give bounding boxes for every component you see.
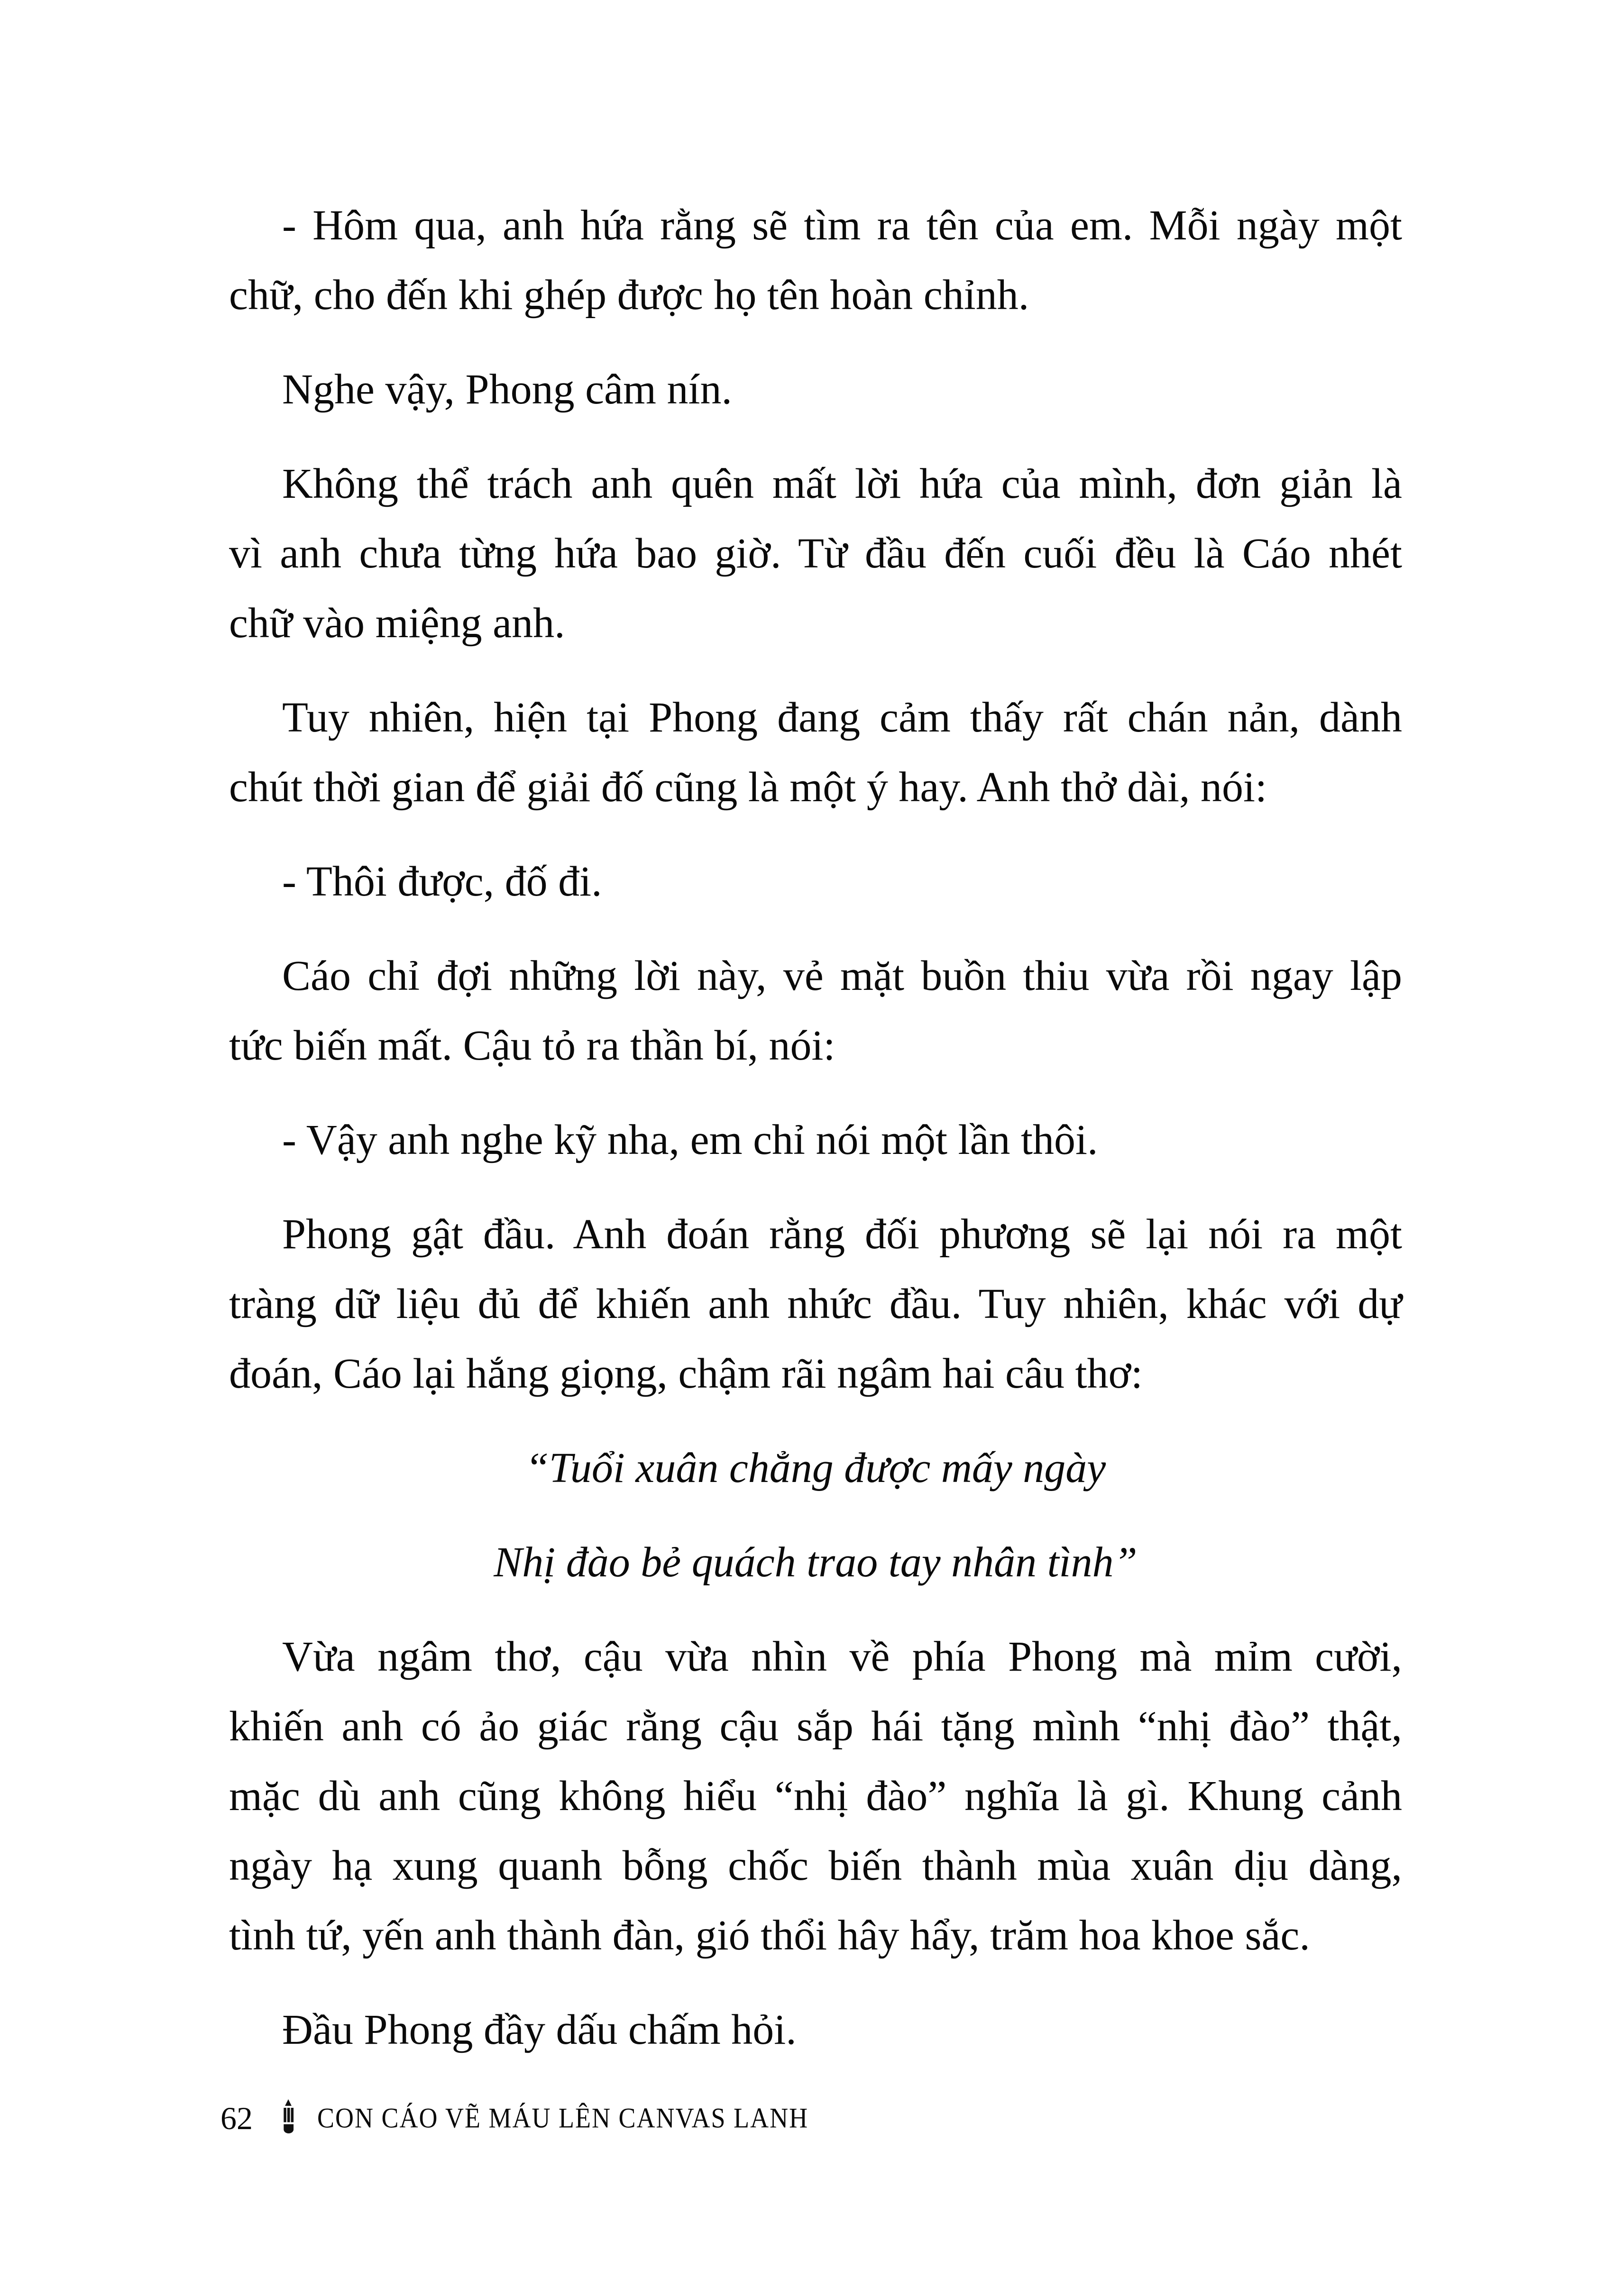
paragraph-line: tràng dữ liệu đủ để khiến anh nhức đầu. Tuy nhiên, khác với dự xyxy=(229,1281,1402,1327)
pencil-icon xyxy=(280,2099,296,2133)
book-title: CON CÁO VẼ MÁU LÊN CANVAS LANH xyxy=(317,2102,809,2134)
paragraph-line: khiến anh có ảo giác rằng cậu sắp hái tặng mình “nhị đào” thật, xyxy=(229,1703,1402,1750)
paragraph-line: chữ vào miệng anh. xyxy=(229,600,565,647)
poem-line: Nhị đào bẻ quách trao tay nhân tình” xyxy=(494,1539,1138,1586)
paragraph-line: Vừa ngâm thơ, cậu vừa nhìn về phía Phong mà mỉm cười, xyxy=(282,1633,1402,1680)
paragraph-line: chút thời gian để giải đố cũng là một ý hay. Anh thở dài, nói: xyxy=(229,764,1267,811)
paragraph-line: Phong gật đầu. Anh đoán rằng đối phương sẽ lại nói ra một xyxy=(282,1211,1402,1258)
paragraph-line: tình tứ, yến anh thành đàn, gió thổi hây hẩy, trăm hoa khoe sắc. xyxy=(229,1912,1310,1959)
paragraph-line: Nghe vậy, Phong câm nín. xyxy=(282,366,732,413)
page-footer xyxy=(220,2099,808,2134)
paragraph-line: Đầu Phong đầy dấu chấm hỏi. xyxy=(282,2006,797,2053)
paragraph-line: chữ, cho đến khi ghép được họ tên hoàn chỉnh. xyxy=(229,272,1029,319)
paragraph-line: mặc dù anh cũng không hiểu “nhị đào” nghĩa là gì. Khung cảnh xyxy=(229,1773,1402,1820)
poem-line: “Tuổi xuân chẳng được mấy ngày xyxy=(525,1445,1106,1491)
paragraph-line: Không thể trách anh quên mất lời hứa của mình, đơn giản là xyxy=(282,460,1402,507)
paragraph-line: tức biến mất. Cậu tỏ ra thần bí, nói: xyxy=(229,1022,835,1069)
paragraph-line: ngày hạ xung quanh bỗng chốc biến thành mùa xuân dịu dàng, xyxy=(229,1842,1402,1889)
paragraph-line: vì anh chưa từng hứa bao giờ. Từ đầu đến cuối đều là Cáo nhét xyxy=(229,530,1402,577)
paragraph-line: - Thôi được, đố đi. xyxy=(282,858,602,905)
paragraph-line: - Hôm qua, anh hứa rằng sẽ tìm ra tên của em. Mỗi ngày một xyxy=(282,202,1402,249)
paragraph-line: - Vậy anh nghe kỹ nha, em chỉ nói một lần thôi. xyxy=(282,1116,1098,1163)
paragraph-line: Cáo chỉ đợi những lời này, vẻ mặt buồn thiu vừa rồi ngay lập xyxy=(282,952,1402,999)
page-number: 62 xyxy=(220,2100,253,2136)
paragraph-line: đoán, Cáo lại hắng giọng, chậm rãi ngâm hai câu thơ: xyxy=(229,1350,1143,1397)
text-block xyxy=(229,191,1402,2065)
paragraph-line: Tuy nhiên, hiện tại Phong đang cảm thấy rất chán nản, dành xyxy=(282,694,1402,741)
